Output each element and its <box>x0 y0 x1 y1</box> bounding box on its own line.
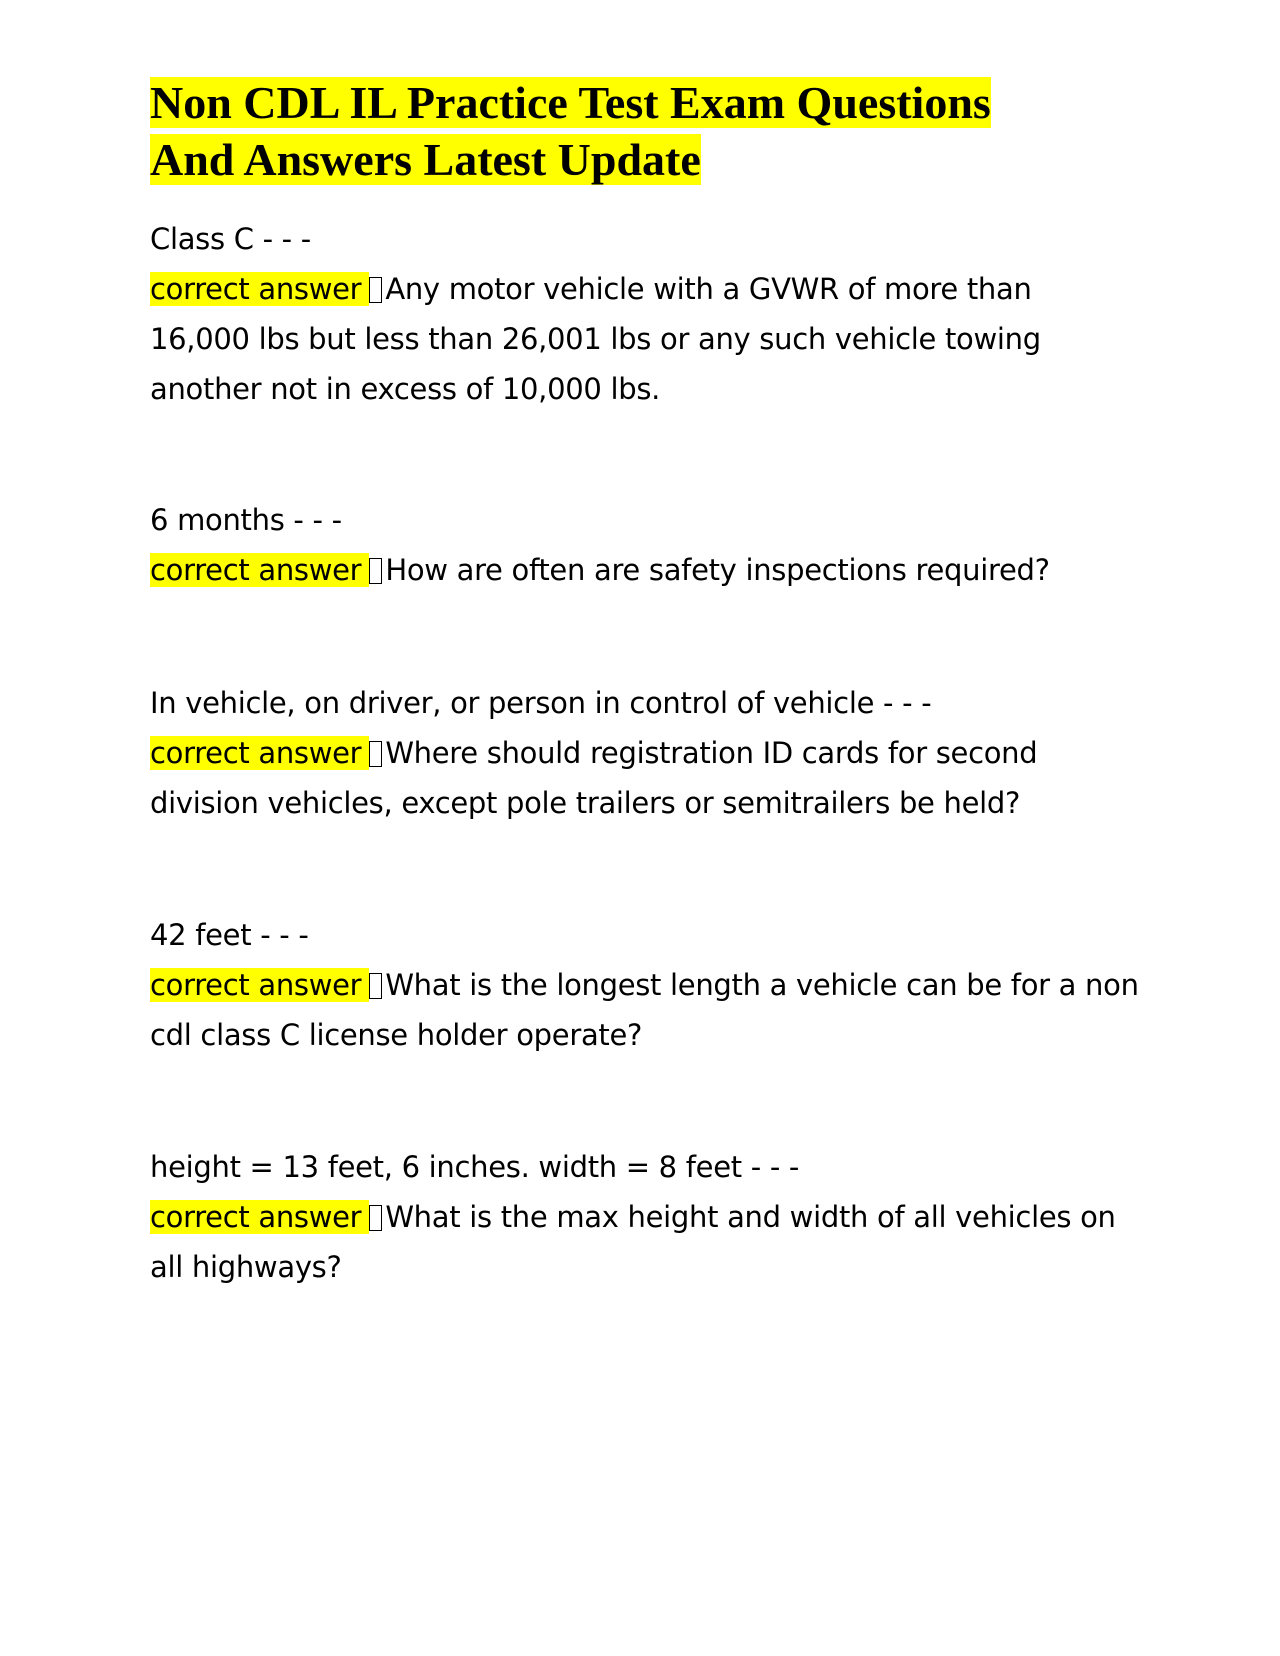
qa-answer: How are often are safety inspections required? <box>385 553 1050 587</box>
missing-glyph-icon <box>369 277 382 303</box>
qa-item <box>150 214 1140 414</box>
title-line-2: And Answers Latest Update <box>150 134 701 185</box>
missing-glyph-icon <box>369 558 382 584</box>
title-line-1: Non CDL IL Practice Test Exam Questions <box>150 77 991 128</box>
qa-term: In vehicle, on driver, or person in control of vehicle - - - <box>150 686 932 720</box>
correct-answer-label: correct answer <box>150 968 369 1002</box>
qa-item <box>150 495 1140 595</box>
missing-glyph-icon <box>369 973 382 999</box>
correct-answer-label: correct answer <box>150 736 369 770</box>
qa-answer: Any motor vehicle with a GVWR of more than 16,000 lbs but less than 26,001 lbs or any such vehicle towing another not in excess of 10,000 lbs. <box>150 272 1041 406</box>
qa-term: height = 13 feet, 6 inches. width = 8 feet - - - <box>150 1150 800 1184</box>
qa-term: 42 feet - - - <box>150 918 309 952</box>
correct-answer-label: correct answer <box>150 553 369 587</box>
qa-item <box>150 1142 1140 1292</box>
missing-glyph-icon <box>369 1205 382 1231</box>
qa-term: Class C - - - <box>150 222 311 256</box>
missing-glyph-icon <box>369 741 382 767</box>
qa-item <box>150 910 1140 1060</box>
qa-term: 6 months - - - <box>150 503 342 537</box>
correct-answer-label: correct answer <box>150 1200 369 1234</box>
qa-answer: What is the longest length a vehicle can be for a non cdl class C license holder operate? <box>150 968 1139 1052</box>
qa-answer: Where should registration ID cards for second division vehicles, except pole trailers or semitrailers be held? <box>150 736 1038 820</box>
qa-item <box>150 678 1140 828</box>
correct-answer-label: correct answer <box>150 272 369 306</box>
qa-answer: What is the max height and width of all vehicles on all highways? <box>150 1200 1116 1284</box>
document-title <box>150 74 1150 188</box>
